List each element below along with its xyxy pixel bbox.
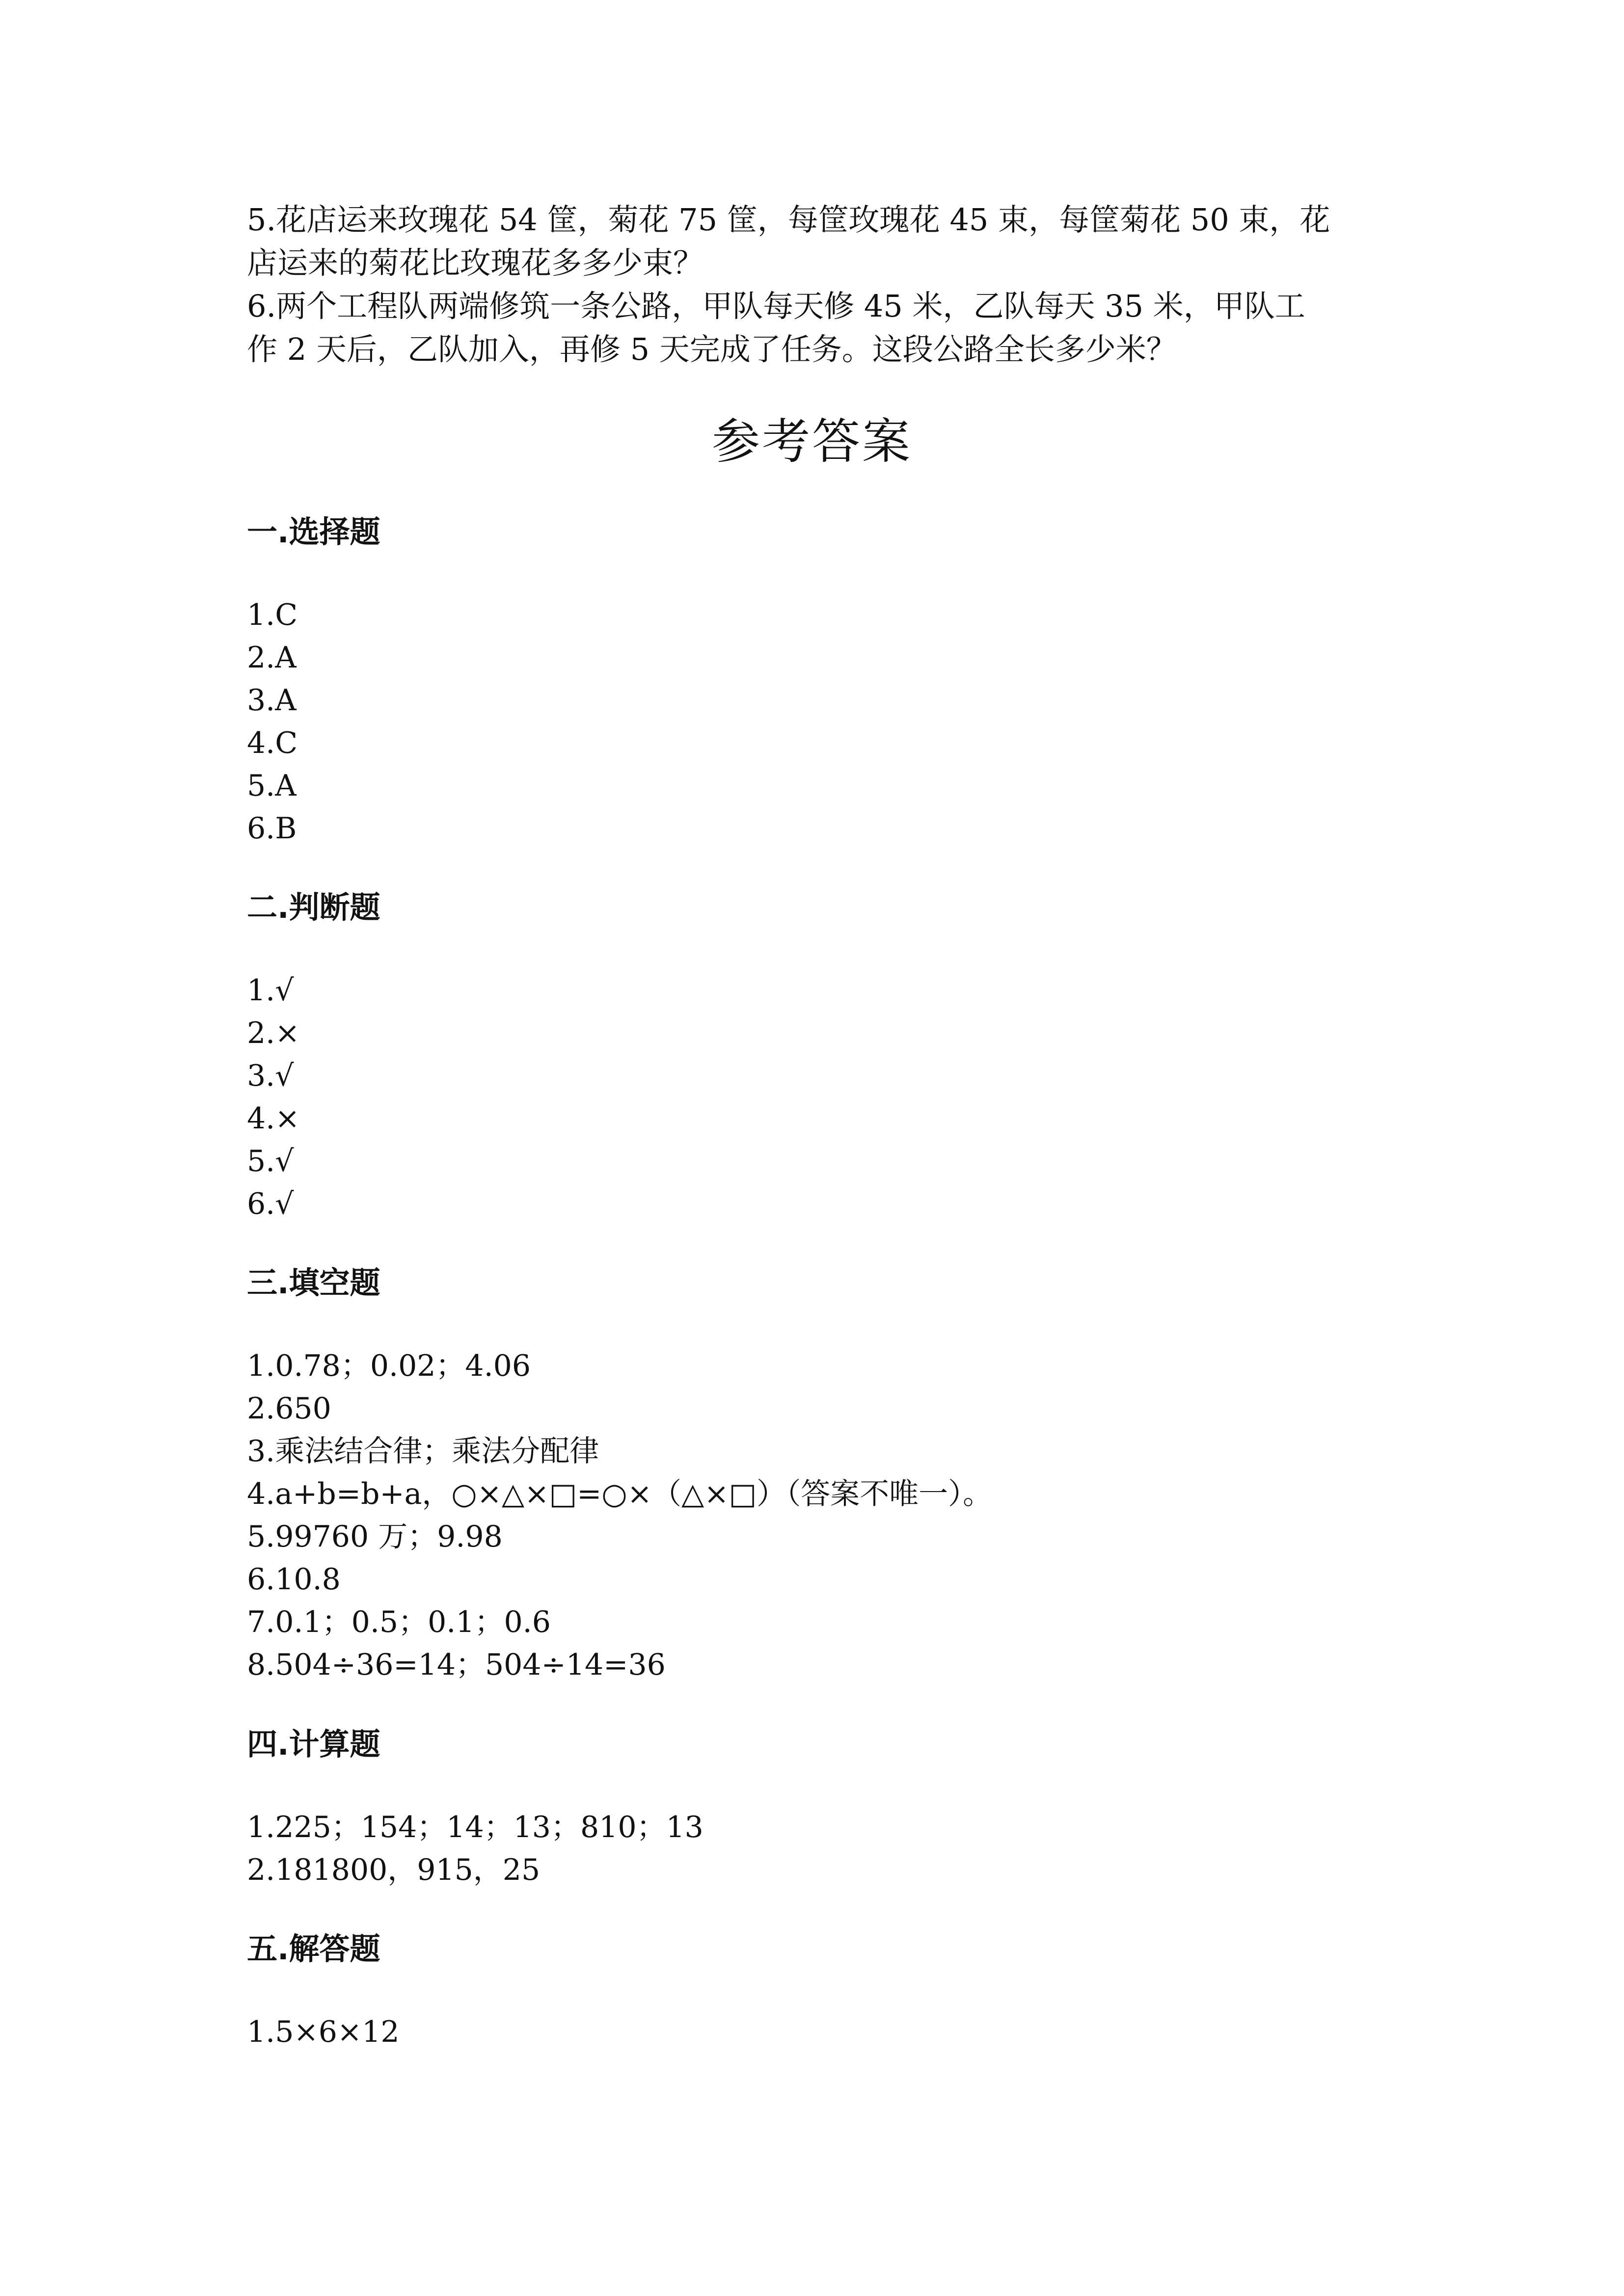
answer-item: 1.C: [247, 598, 298, 632]
answer-item: 4.a+b=b+a，○×△×□=○×（△×□）（答案不唯一）。: [247, 1477, 993, 1511]
section-heading-calculation: 四.计算题: [247, 1726, 380, 1762]
problem-6-line-2: 作 2 天后，乙队加入，再修 5 天完成了任务。这段公路全长多少米？: [247, 331, 1177, 367]
answer-item: 2.181800，915，25: [247, 1853, 541, 1887]
problem-5-line-2: 店运来的菊花比玫瑰花多多少束？: [247, 245, 704, 281]
answer-item: 5.A: [247, 769, 297, 803]
answer-item: 4.C: [247, 726, 298, 760]
answer-item: 6.10.8: [247, 1562, 341, 1597]
answer-item: 5.99760 万；9.98: [247, 1520, 503, 1554]
answer-key-title: 参考答案: [711, 414, 912, 470]
answer-item: 8.504÷36=14；504÷14=36: [247, 1648, 666, 1682]
problem-6-line-1: 6.两个工程队两端修筑一条公路，甲队每天修 45 米，乙队每天 35 米，甲队工: [247, 288, 1305, 324]
answer-item: 1.5×6×12: [247, 2015, 400, 2049]
answer-item: 3.乘法结合律；乘法分配律: [247, 1434, 599, 1468]
answer-item: 7.0.1；0.5；0.1；0.6: [247, 1605, 551, 1639]
section-heading-choice: 一.选择题: [247, 514, 380, 550]
problem-5-line-1: 5.花店运来玫瑰花 54 筐，菊花 75 筐，每筐玫瑰花 45 束，每筐菊花 50 束，花: [247, 202, 1330, 238]
answer-item: 3.√: [247, 1059, 294, 1093]
answer-item: 6.√: [247, 1187, 294, 1221]
answer-item: 5.√: [247, 1144, 294, 1178]
answer-item: 1.√: [247, 973, 294, 1008]
answer-item: 2.×: [247, 1016, 300, 1050]
answer-item: 1.0.78；0.02；4.06: [247, 1349, 531, 1383]
section-heading-fill-blank: 三.填空题: [247, 1265, 380, 1301]
answer-item: 2.A: [247, 641, 297, 675]
answer-item: 2.650: [247, 1391, 331, 1426]
answer-item: 4.×: [247, 1101, 300, 1136]
section-heading-judgement: 二.判断题: [247, 889, 380, 925]
answer-item: 3.A: [247, 683, 297, 718]
answer-item: 1.225；154；14；13；810；13: [247, 1810, 704, 1844]
answer-item: 6.B: [247, 811, 297, 846]
section-heading-word-problems: 五.解答题: [247, 1931, 380, 1967]
